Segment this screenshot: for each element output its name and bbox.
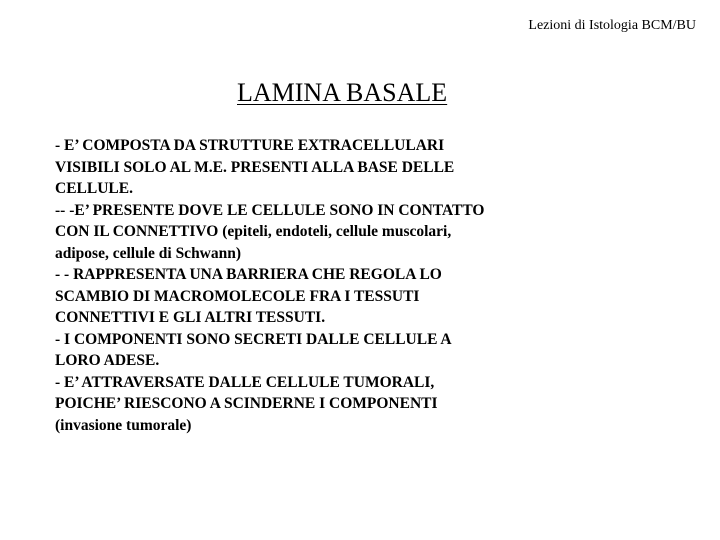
body-line: SCAMBIO DI MACROMOLECOLE FRA I TESSUTI xyxy=(55,287,420,305)
body-line: - E’ ATTRAVERSATE DALLE CELLULE TUMORALI, xyxy=(55,373,435,391)
body-line: -- -E’ PRESENTE DOVE LE CELLULE SONO IN CONTATTO xyxy=(55,201,485,219)
body-line: adipose, cellule di Schwann) xyxy=(55,244,242,262)
body-line: VISIBILI SOLO AL M.E. PRESENTI ALLA BASE DELLE xyxy=(55,158,455,176)
slide-body xyxy=(55,135,615,436)
body-line: CELLULE. xyxy=(55,180,133,197)
body-line: CON IL CONNETTIVO (epiteli, endoteli, cellule muscolari, xyxy=(55,223,452,240)
slide-header: Lezioni di Istologia BCM/BU xyxy=(528,18,696,33)
body-line: CONNETTIVI E GLI ALTRI TESSUTI. xyxy=(55,309,326,326)
body-line: (invasione tumorale) xyxy=(55,416,192,434)
body-line: - - RAPPRESENTA UNA BARRIERA CHE REGOLA LO xyxy=(55,266,442,283)
body-line: - I COMPONENTI SONO SECRETI DALLE CELLULE A xyxy=(55,330,452,348)
body-line: POICHE’ RIESCONO A SCINDERNE I COMPONENTI xyxy=(55,395,438,412)
body-line: LORO ADESE. xyxy=(55,352,160,369)
body-line: - E’ COMPOSTA DA STRUTTURE EXTRACELLULARI xyxy=(55,137,445,154)
slide-title: LAMINA BASALE xyxy=(237,78,448,107)
